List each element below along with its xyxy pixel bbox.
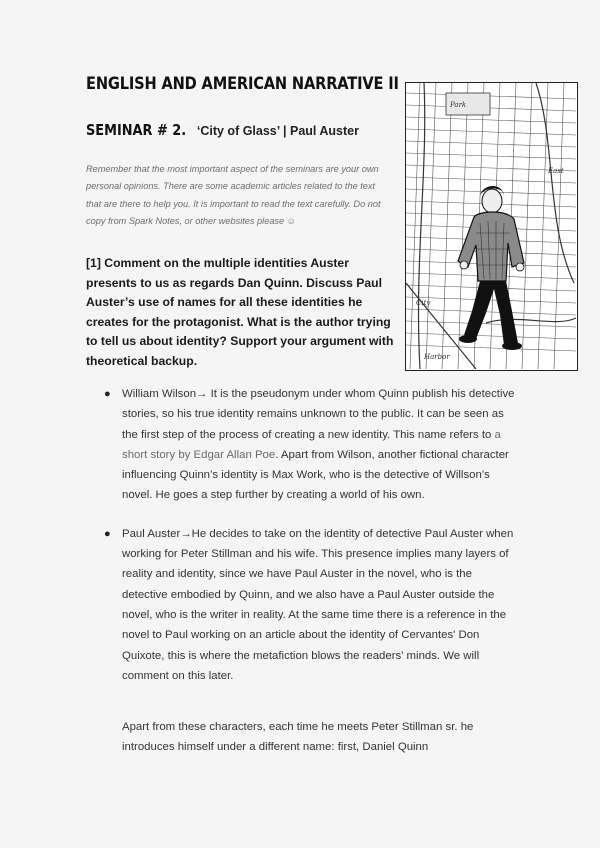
identity-bullet-list	[104, 384, 516, 686]
map-label-city: City	[416, 299, 431, 307]
bullet-icon: ●	[104, 527, 111, 540]
seminar-work-title: ‘City of Glass’ | Paul Auster	[196, 124, 359, 138]
bullet-text-cont: . Apart from Wilson, another fictional character influencing Quinn’s identity is Max Work, who is the detective of Willson’s novel. He goes a step further by creating a world of his own.	[122, 448, 509, 502]
list-item	[104, 524, 516, 686]
map-label-east: East	[548, 167, 564, 175]
bullet-text: William Wilson→ It is the pseudonym under whom Quinn publish his detective stories, so his true identity remains unknown to the public. It can be seen as the first step of the process of creating a new identity. This name refers to	[122, 388, 515, 441]
continuation-paragraph: Apart from these characters, each time he meets Peter Stillman sr. he introduces himself under a different name: first, Daniel Quinn	[122, 721, 474, 754]
course-title: ENGLISH AND AMERICAN NARRATIVE II	[86, 74, 399, 94]
intro-note: Remember that the most important aspect of the seminars are your own personal opinions. There are some academic articles related to the text that are there to help you. It is important to read the text carefully. Do not copy from Spark Notes, or other websites please ☺	[86, 164, 381, 226]
map-label-park: Park	[450, 101, 467, 109]
poe-story-link[interactable]: a short story by Edgar Allan Poe	[122, 428, 501, 461]
question-1: [1] Comment on the multiple identities Auster presents to us as regards Dan Quinn. Discuss Paul Auster’s use of names for all these identities he creates for the protagonist. What is the author trying to tell us about identity? Support your argument with theoretical backup.	[86, 256, 394, 368]
seminar-heading	[86, 121, 359, 140]
seminar-label: SEMINAR # 2.	[86, 121, 187, 139]
map-label-harbor: Harbor	[424, 353, 450, 361]
map-drawing	[406, 83, 576, 369]
list-item	[104, 384, 516, 506]
bullet-icon: ●	[104, 388, 111, 400]
city-map-illustration	[405, 82, 578, 371]
bullet-text: Paul Auster→He decides to take on the identity of detective Paul Auster when working for Peter Stillman and his wife. This presence implies many layers of reality and identity, since we have Paul Auster in the novel, who is the detective embodied by Quinn, and we also have a Paul Auster outside the novel, who is the writer in reality. At the same time there is a reference in the novel to Paul working on an article about the identity of Cervantes' Don Quixote, this is where the metafiction blows the readers' minds. We will comment on this later.	[122, 527, 514, 682]
